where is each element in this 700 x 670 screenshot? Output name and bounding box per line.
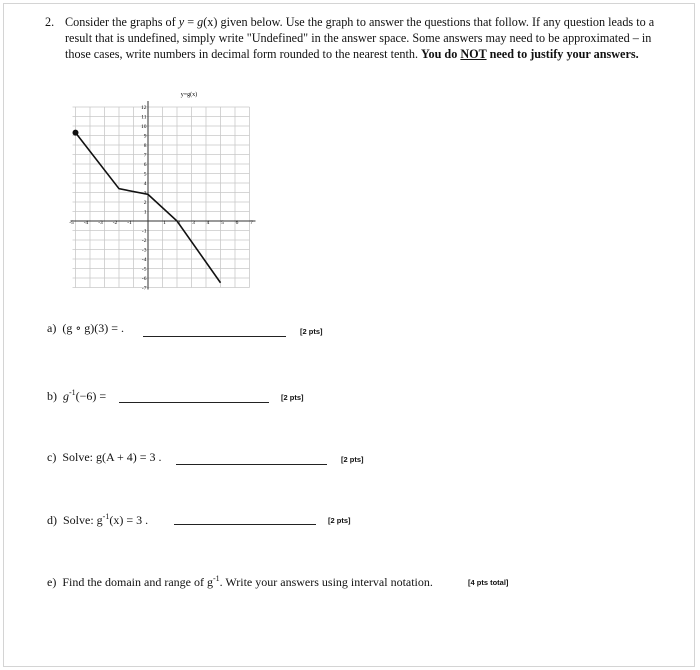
eq-g: g [197,15,204,29]
y-tick-label: 3 [143,190,147,197]
y-tick-label: 5 [143,171,147,178]
question-b-expr: (−6) = [75,389,107,403]
instruction-bold [421,47,639,61]
x-tick-label: 2 [177,220,181,226]
x-tick-label: 3 [192,220,195,226]
problem-text-part1: Consider the graphs of [65,15,179,29]
start-point-dot [73,130,79,136]
y-tick-label: -6 [141,276,147,282]
question-e-pre: Find the domain and range of g [62,575,213,589]
problem-number: 2. [45,15,55,29]
y-tick-label: -1 [141,228,147,235]
x-tick-label: 4 [206,220,210,226]
plot-series [73,130,221,283]
y-tick-label: 7 [143,152,147,159]
x-tick-label: -3 [98,220,103,226]
answer-c-blank[interactable] [176,464,327,465]
question-d-expr: (x) = 3 . [109,513,149,527]
y-tick-label: -7 [141,285,147,292]
answer-a-blank[interactable] [143,336,286,337]
question-c-expr: Solve: g(A + 4) = 3 . [62,450,162,464]
y-tick-label: 8 [143,143,147,149]
tick-labels [69,105,253,292]
problem-text-part2: given below. Use the graph to answer the questions that follow. If any question leads to a result that is undefined, simply write "Undefined" in the answer space. Some answers may need to be approximated – in those cases, write numbers in decimal form rounded to the nearest tenth. [65,15,655,61]
y-tick-label: -2 [141,238,147,244]
question-b-label: b) [47,389,57,403]
question-a-label: a) [47,321,57,335]
y-tick-label: 1 [143,209,147,216]
question-d-label: d) [47,513,57,527]
question-d-pre: Solve: g [63,513,103,527]
question-c-label: c) [47,450,57,464]
axes [71,101,256,290]
question-b-sup: -1 [69,388,76,397]
x-tick-label: 5 [221,220,224,226]
x-tick-label: -5 [69,220,74,226]
question-e-sup: -1 [212,574,220,583]
question-e-post: . Write your answers using interval notation. [219,575,433,589]
y-tick-label: 11 [141,114,147,121]
y-tick-label: 9 [143,133,147,140]
answer-d-blank[interactable] [174,524,316,525]
question-a [47,321,124,336]
y-tick-label: 2 [143,200,147,206]
question-e-points: [4 pts total] [468,578,509,587]
question-c [47,450,162,465]
answer-b-blank[interactable] [119,402,269,403]
instruction-bold-1: You do [421,47,461,61]
question-a-expr: (g ∘ g)(3) = . [62,321,124,335]
y-tick-label: 10 [141,124,147,130]
question-c-points: [2 pts] [341,455,364,464]
x-tick-label: -1 [127,220,132,226]
y-tick-label: -3 [141,247,147,254]
grid-lines [73,107,250,288]
instruction-bold-2: need to justify your answers. [486,47,639,61]
x-tick-label: 7 [250,220,253,226]
question-e [47,574,433,590]
problem-text [65,14,660,62]
y-tick-label: 4 [143,181,147,187]
question-d [47,512,148,528]
question-e-label: e) [47,575,57,589]
eq-y: y [178,15,185,29]
question-b-g: g [63,389,69,403]
question-a-points: [2 pts] [300,327,323,336]
question-b-points: [2 pts] [281,393,304,402]
eq-x: (x) [203,15,218,29]
question-b [47,388,106,404]
x-tick-label: 1 [163,220,166,226]
graph-y-equals-g-of-x [40,82,280,297]
question-d-points: [2 pts] [328,516,351,525]
y-tick-label: 12 [141,105,147,111]
x-tick-label: -4 [83,220,89,226]
eq-equals: = [184,15,198,29]
y-tick-label: -4 [141,257,147,263]
graph-title: y=g(x) [180,92,198,98]
y-tick-label: -5 [141,266,147,273]
x-tick-label: -2 [112,220,118,226]
y-tick-label: 6 [143,162,147,168]
x-tick-label: 6 [235,220,239,226]
question-d-sup: -1 [102,512,110,521]
problem-statement [45,14,660,62]
instruction-not: NOT [460,47,487,61]
